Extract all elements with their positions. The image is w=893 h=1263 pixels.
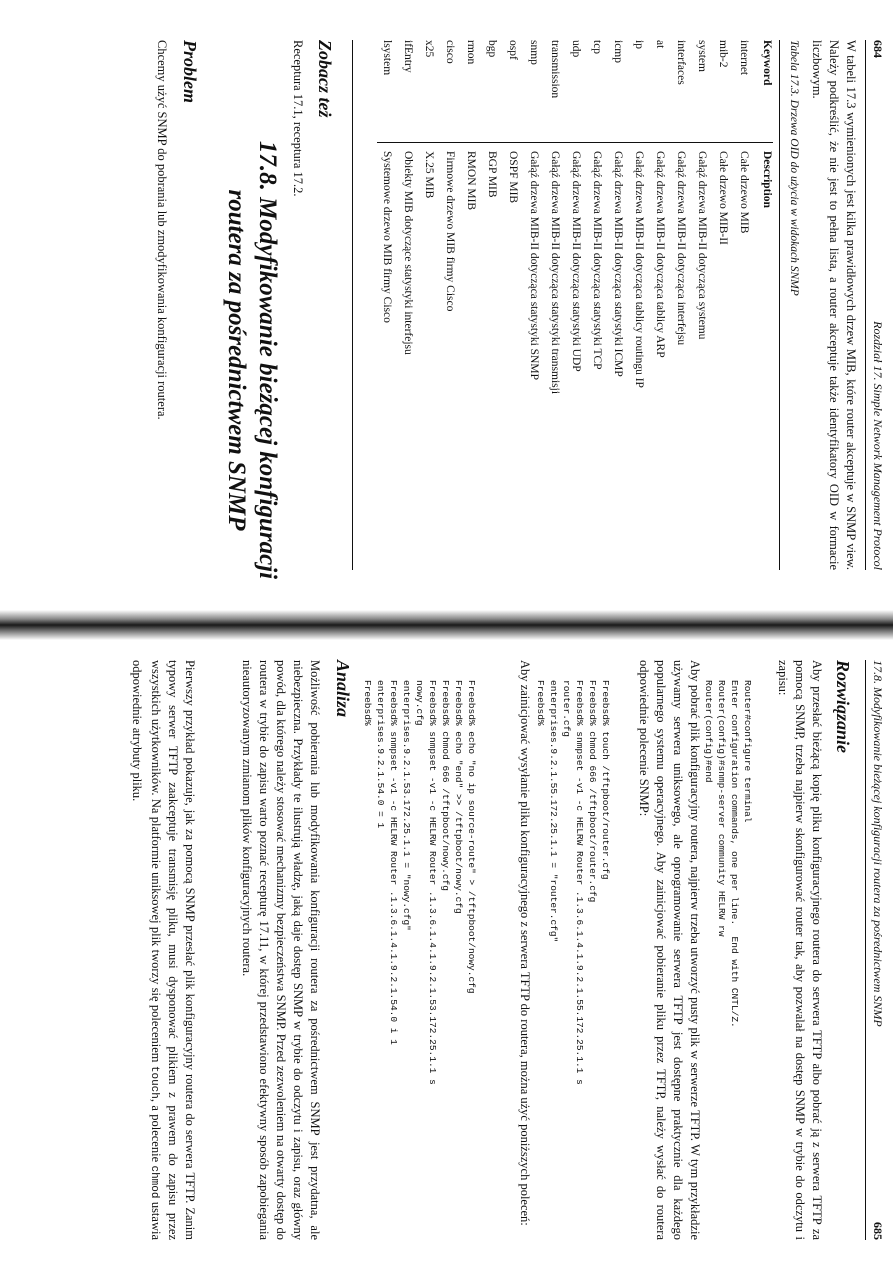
description-cell: Gałąź drzewa MIB-II dotycząca statystyki transmisji xyxy=(545,143,566,395)
see-also-heading: Zobacz też xyxy=(315,40,335,118)
table-top-rule xyxy=(779,40,780,570)
final-text-a: Pierwszy przykład pokazuje, jak za pomocą SNMP przesłać plik konfiguracyjny routera do serwera TFTP. Zanim typowy serwer TFTP zaakceptuje transmisję pliku, musi dysponować plikiem z prawem do zapisu przez wszystkich użytkowników. Na platformie uniksowej plik tworzy się poleceniem xyxy=(149,660,197,1240)
code2-line-5: enterprises.9.2.1.55.172.25.1.1 = "router.cfg" xyxy=(548,680,559,943)
inline-command-touch: touch xyxy=(148,1065,160,1099)
upload-paragraph: Aby zainicjować wysyłanie pliku konfiguracyjnego z serwera TFTP do routera, można użyć poniższych poleceń: xyxy=(518,660,532,1226)
description-cell: Gałąź drzewa MIB-II dotycząca statystyki ICMP xyxy=(608,143,629,395)
problem-text: Chcemy użyć SNMP do pobrania lub zmodyfikowania konfiguracji routera. xyxy=(155,40,169,420)
final-text-b: , a polecenie xyxy=(149,1098,163,1166)
table-row xyxy=(671,40,692,394)
description-cell: Gałąź drzewa MIB-II dotycząca statystyki SNMP xyxy=(524,143,545,395)
table-row xyxy=(419,40,440,394)
description-cell: Gałąź drzewa MIB-II dotycząca tablicy ARP xyxy=(650,143,671,395)
right-header-rule xyxy=(865,660,866,1240)
final-paragraph xyxy=(128,660,198,1240)
recipe-title-line-2: routera za pośrednictwem SNMP xyxy=(223,189,250,531)
description-cell: Całe drzewo MIB xyxy=(734,143,755,395)
table-row xyxy=(608,40,629,394)
left-page xyxy=(0,0,893,600)
keyword-cell: system xyxy=(696,40,709,72)
keyword-cell: lsystem xyxy=(381,40,394,76)
solution-heading: Rozwiązanie xyxy=(833,660,853,754)
code1-line-1: Router#configure terminal xyxy=(742,680,753,823)
description-cell: Gałąź drzewa MIB-II dotycząca tablicy routingu IP xyxy=(629,143,650,395)
keyword-cell: mib-2 xyxy=(717,40,730,68)
table-intro-paragraph: W tabeli 17.3 wymienionych jest kilka prawidłowych drzew MIB, które router akceptuje w SNMP view. Należy podkreślić, że nie jest to pełna lista, a router akceptuje także identyfikatory OID w formacie liczbowym. xyxy=(810,40,858,570)
table-header-row xyxy=(755,40,773,394)
description-cell: Gałąź drzewa MIB-II dotycząca systemu xyxy=(692,143,713,395)
description-cell: Całe drzewo MIB-II xyxy=(713,143,734,395)
final-text-c: ustawia odpowiednie atrybuty pliku. xyxy=(130,660,163,1241)
keyword-cell: ospf xyxy=(507,40,520,60)
code1-line-4: Router(config)#end xyxy=(703,680,714,783)
code1-line-3: Router(config)#snmp-server community HELRW rw xyxy=(716,680,727,937)
table-row xyxy=(692,40,713,394)
problem-heading: Problem xyxy=(180,40,200,103)
keyword-cell: rmon xyxy=(465,40,478,65)
inline-command-chmod: chmod xyxy=(148,1165,160,1199)
code3-line-5: nowy.cfg xyxy=(414,680,425,726)
keyword-cell: at xyxy=(654,40,667,49)
table-row xyxy=(524,40,545,394)
keyword-cell: transmission xyxy=(549,40,562,99)
right-running-header xyxy=(870,660,885,1240)
code2-line-3: Freebsd% snmpset -v1 -c HELRW Router .1.3.6.1.4.1.9.2.1.55.172.25.1.1 s xyxy=(574,680,585,1085)
code2-line-6: Freebsd% xyxy=(535,680,546,726)
keyword-cell: internet xyxy=(738,40,751,76)
left-page-number: 684 xyxy=(871,40,885,58)
code-block-snmp-config xyxy=(702,680,767,1028)
right-page-number: 685 xyxy=(871,1222,885,1240)
table-row xyxy=(440,40,461,394)
keyword-cell: icmp xyxy=(612,40,625,63)
table-caption: Tabela 17.3. Drzewa OID do użycia w widokach SNMP xyxy=(788,40,800,296)
code3-line-6: enterprises.9.2.1.53.172.25.1.1 = "nowy.cfg" xyxy=(401,680,412,931)
code3-line-2: Freebsd% echo "end" >> /tftpboot/nowy.cfg xyxy=(453,680,464,914)
code3-line-8: enterprises.9.2.1.54.0 = 1 xyxy=(375,680,386,829)
left-header-rule xyxy=(865,40,866,570)
right-header-title: 17.8. Modyfikowanie bieżącej konfiguracji routera za pośrednictwem SNMP xyxy=(871,660,885,1027)
solution-text: Aby przesłać bieżącą kopię pliku konfiguracyjnego routera do serwera TFTP albo pobrać ją z serwera TFTP za pomocą SNMP, trzeba najpierw skonfigurować router tak, aby pozwalał na dostęp SNMP w trybie do odczytu i zapisu: xyxy=(776,660,824,1240)
book-spine-shadow xyxy=(0,600,893,650)
table-row xyxy=(545,40,566,394)
code3-line-9: Freebsd% xyxy=(362,680,373,726)
keyword-cell: cisco xyxy=(444,40,457,64)
code3-line-4: Freebsd% snmpset -v1 -c HELRW Router .1.3.6.1.4.1.9.2.1.53.172.25.1.1 s xyxy=(427,680,438,1085)
recipe-title-line-1: 17.8. Modyfikowanie bieżącej konfiguracji xyxy=(254,140,281,580)
keyword-cell: bgp xyxy=(486,40,499,58)
keyword-cell: udp xyxy=(570,40,583,58)
table-row xyxy=(713,40,734,394)
keyword-cell: ip xyxy=(633,40,646,49)
description-cell: OSPF MIB xyxy=(503,143,524,395)
download-paragraph: Aby pobrać plik konfiguracyjny routera, najpierw trzeba utworzyć pusty plik w serwerze TFTP. W tym przykładzie używamy serwera uniksowego, ale oprogramowanie serwera TFTP jest dostępne praktycznie dla każdego popularnego systemu operacyjnego. Aby zainicjować pobieranie pliku przez TFTP, należy wysłać do routera odpowiednie polecenie SNMP: xyxy=(637,660,702,1240)
description-cell: Systemowe drzewo MIB firmy Cisco xyxy=(377,143,398,395)
table-row xyxy=(587,40,608,394)
analysis-heading: Analiza xyxy=(333,660,353,718)
recipe-title xyxy=(221,140,283,580)
table-row xyxy=(503,40,524,394)
right-page xyxy=(0,650,893,1263)
code-block-download xyxy=(534,680,625,1085)
keyword-cell: snmp xyxy=(528,40,541,65)
table-row xyxy=(377,40,398,394)
table-row xyxy=(482,40,503,394)
code3-line-3: Freebsd% chmod 666 /tftpboot/nowy.cfg xyxy=(440,680,451,891)
mib-tree-table xyxy=(377,40,773,394)
keyword-cell: x25 xyxy=(423,40,436,58)
table-row xyxy=(629,40,650,394)
description-cell: Obiekty MIB dotyczące statystyki interfejsu xyxy=(398,143,419,395)
code2-line-2: Freebsd% chmod 666 /tftpboot/router.cfg xyxy=(587,680,598,903)
see-also-text: Receptura 17.1, receptura 17.2. xyxy=(291,40,305,197)
table-row xyxy=(650,40,671,394)
description-cell: Gałąź drzewa MIB-II dotycząca interfejsu xyxy=(671,143,692,395)
code2-line-1: Freebsd% touch /tftpboot/router.cfg xyxy=(600,680,611,880)
left-running-header xyxy=(870,40,885,570)
code3-line-7: Freebsd% snmpset -v1 -c HELRW Router .1.3.6.1.4.1.9.2.1.54.0 i 1 xyxy=(388,680,399,1045)
keyword-cell: interfaces xyxy=(675,40,688,85)
description-cell: Gałąź drzewa MIB-II dotycząca statystyki UDP xyxy=(566,143,587,395)
code2-line-4: router.cfg xyxy=(561,680,572,738)
table-row xyxy=(734,40,755,394)
description-cell: Gałąź drzewa MIB-II dotycząca statystyki TCP xyxy=(587,143,608,395)
description-cell: RMON MIB xyxy=(461,143,482,395)
table-row xyxy=(566,40,587,394)
code1-line-2: Enter configuration commands, one per line. End with CNTL/Z. xyxy=(729,680,740,1028)
column-header-keyword: Keyword xyxy=(761,40,773,86)
description-cell: BGP MIB xyxy=(482,143,503,395)
table-row xyxy=(398,40,419,394)
code-block-upload xyxy=(361,680,491,1085)
column-header-description: Description xyxy=(755,143,773,395)
description-cell: Firmowe drzewo MIB firmy Cisco xyxy=(440,143,461,395)
keyword-cell: ifEntry xyxy=(402,40,415,73)
code3-line-1: Freebsd% echo "no ip source-route" > /tftpboot/nowy.cfg xyxy=(466,680,477,994)
table-bottom-rule xyxy=(352,40,353,570)
description-cell: X.25 MIB xyxy=(419,143,440,395)
keyword-cell: tcp xyxy=(591,40,604,55)
analysis-text: Możliwość pobierania lub modyfikowania konfiguracji routera za pośrednictwem SNMP jest przydatna, ale niebezpieczna. Przykłady te ilustrują władzę, jaką daje dostęp SNMP w trybie do odczytu i zapisu, oraz główny powód, dla którego należy stosować mechanizmy bezpieczeństwa SNMP. Przed zezwoleniem na otwarty dostęp do routera w trybie do zapisu warto poznać recepturę 17.11, w której przedstawiono efektywny sposób zapobiegania nieautoryzowanym zmianom plików konfiguracyjnych routera. xyxy=(240,660,322,1240)
table-row xyxy=(461,40,482,394)
left-header-title: Rozdział 17. Simple Network Management Protocol xyxy=(871,321,885,570)
